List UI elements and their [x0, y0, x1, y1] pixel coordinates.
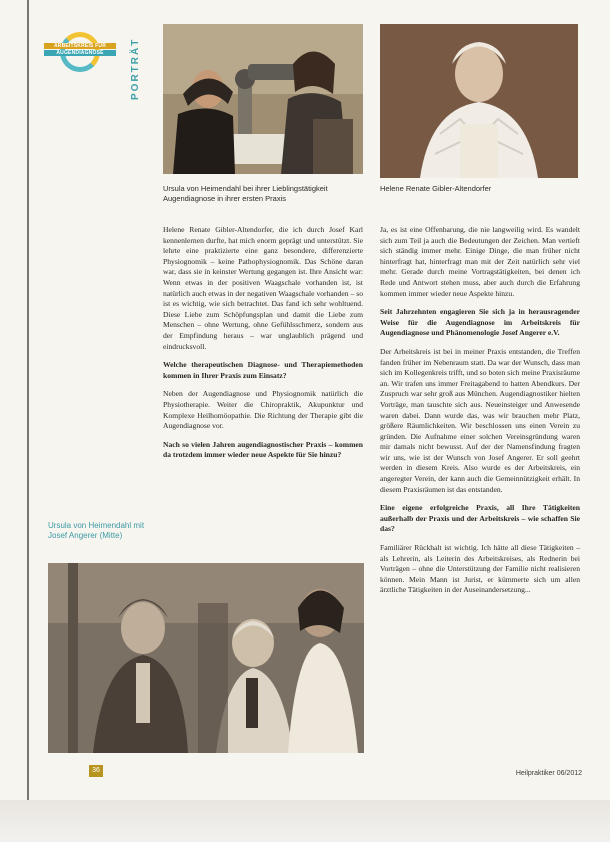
- interview-question: Nach so vielen Jahren augendiagnostischer Praxis – kommen da trotzdem immer wieder neue Aspekte für Sie hinzu?: [163, 439, 363, 460]
- logo-wordmark: [40, 42, 120, 57]
- paragraph: Neben der Augendiagnose und Physiognomik natürlich die Physiotherapie. Weiter die Chiropraktik, Akupunktur und Komplexe Heilhomöopathie. Die Richtung der Therapie gibt die Augendiagnose vor.: [163, 389, 363, 431]
- paragraph: Der Arbeitskreis ist bei in meiner Praxis entstanden, die Treffen fanden früher im Nebenraum statt. Da war der Wunsch, dass man sich im Kollegenkreis trifft, und so boten sich meine Praxisräume an. Wir trafen uns immer Freitagabend to hatten Abendkurs. Der Zuspruch war sehr groß aus München. Augendiagnostiker hielten Vorträge, man tauschte sich aus. Neueinsteiger und Anwesende waren dabei. Dann wurde das, was wir brauchen mehr Platz, größere Räumlichkeiten. Wir beschlossen uns einen Verein zu gründen. Die Aufnahme einer solchen Vereinsgründung waren mir damals nicht bewusst. Auf der der Namensfindung fragten wir uns, wie ist der Wunsch von Josef Angerer. Er soll geehrt werden in diesem Kreis. Also wurde es der Arbeitskreis, ein angeregter Verein, der kann auch die Gemeinnützigkeit erhält. In diesem Praxisräumen ist das entstanden.: [380, 346, 580, 494]
- photo-eye-examination: [163, 24, 363, 174]
- photo-group-image: [48, 563, 364, 753]
- logo-line-1: ARBEITSKREIS FÜR: [44, 43, 116, 49]
- interview-question: Eine eigene erfolgreiche Praxis, all Ihre Tätigkeiten außerhalb der Praxis und der Arbeitskreis – wie schaffen Sie das?: [380, 503, 580, 534]
- caption-photo-portrait: Helene Renate Gibler-Altendorfer: [380, 184, 492, 193]
- issue-label: Heilpraktiker 06/2012: [515, 770, 582, 777]
- photo-portrait-gibler-altendorfer: [380, 24, 578, 178]
- interview-question: Seit Jahrzehnten engagieren Sie sich ja in herausragender Weise für die Augendiagnose im Arbeitskreis für Augendiagnose und Phänomenologie Josef Angerer e.V.: [380, 307, 580, 338]
- interview-question: Welche therapeutischen Diagnose- und Therapiemethoden kommen in Ihrer Praxis zum Einsatz?: [163, 360, 363, 380]
- logo-line-2: AUGENDIAGNOSE: [44, 50, 116, 56]
- paragraph: Ja, es ist eine Offenbarung, die nie langweilig wird. Es wandelt sich zum Teil ja auch die Bedeutungen der Zeichen. Man vertieft sich ständig immer mehr. Einige Dinge, die man früher nicht hinterfragt hat, hinterfragt man mit der Zeit natürlich sehr viel mehr. Gerade durch meine Vortragstätigkeiten, bei denen ich Rede und Antwort stehen muss, aber auch durch die Erfahrung kommen immer wieder neue Aspekte hinzu.: [380, 225, 580, 298]
- caption-photo-eye-examination: Ursula von Heimendahl bei ihrer Lieblingstätigkeit Augendiagnose in ihrer ersten Praxis: [163, 184, 328, 203]
- scan-shadow: [0, 800, 610, 842]
- arbeitskreis-logo: [40, 30, 120, 72]
- photo-portrait-image: [380, 24, 578, 178]
- section-tag: PORTRÄT: [130, 37, 141, 100]
- left-binding-rule: [27, 0, 29, 800]
- article-column-right: [380, 225, 580, 604]
- page-number: 36: [89, 765, 103, 777]
- article-column-left: [163, 225, 363, 469]
- paragraph: Helene Renate Gibler-Altendorfer, die ich durch Josef Karl kennenlernen durfte, hat mich enorm geprägt und unterstützt. Sie lehrte eine praktizierte eine ganz besondere, differenzierte Physiognomik – keine Pathophysiognomik. Das Schöne daran war, dass sie in keinster Wertung gegangen ist. Ihre Ansicht war: Wenn etwas in der positiven Waagschale vorhanden ist, ist natürlich auch etwas in der negativen Waagschale vorhanden – so ist es wichtig, wie sich betrachtet. Das fand ich sehr wohltuend. Diese Liebe zum Schöpfungsplan und damit die Liebe zum Menschen – ohne Wertung, ohne Gefühlsschmerz, sondern aus der Empfindung heraus – war unglaublich prägend und eindrucksvoll.: [163, 225, 363, 351]
- photo-eye-examination-image: [163, 24, 363, 174]
- paragraph: Familiärer Rückhalt ist wichtig. Ich hätte all diese Tätigkeiten – als Lehrerin, als Leiterin des Arbeitskreises, als Rednerin bei Vorträgen – ohne die Unterstützung der Familie nicht realisieren können. Mein Mann ist Jurist, er kümmerte sich um allen ärztliche Tätigkeiten in der Auseinandersetzung...: [380, 543, 580, 595]
- photo-group-with-josef-angerer: [48, 563, 364, 753]
- caption-photo-group: Ursula von Heimendahl mit Josef Angerer (Mitte): [48, 521, 145, 540]
